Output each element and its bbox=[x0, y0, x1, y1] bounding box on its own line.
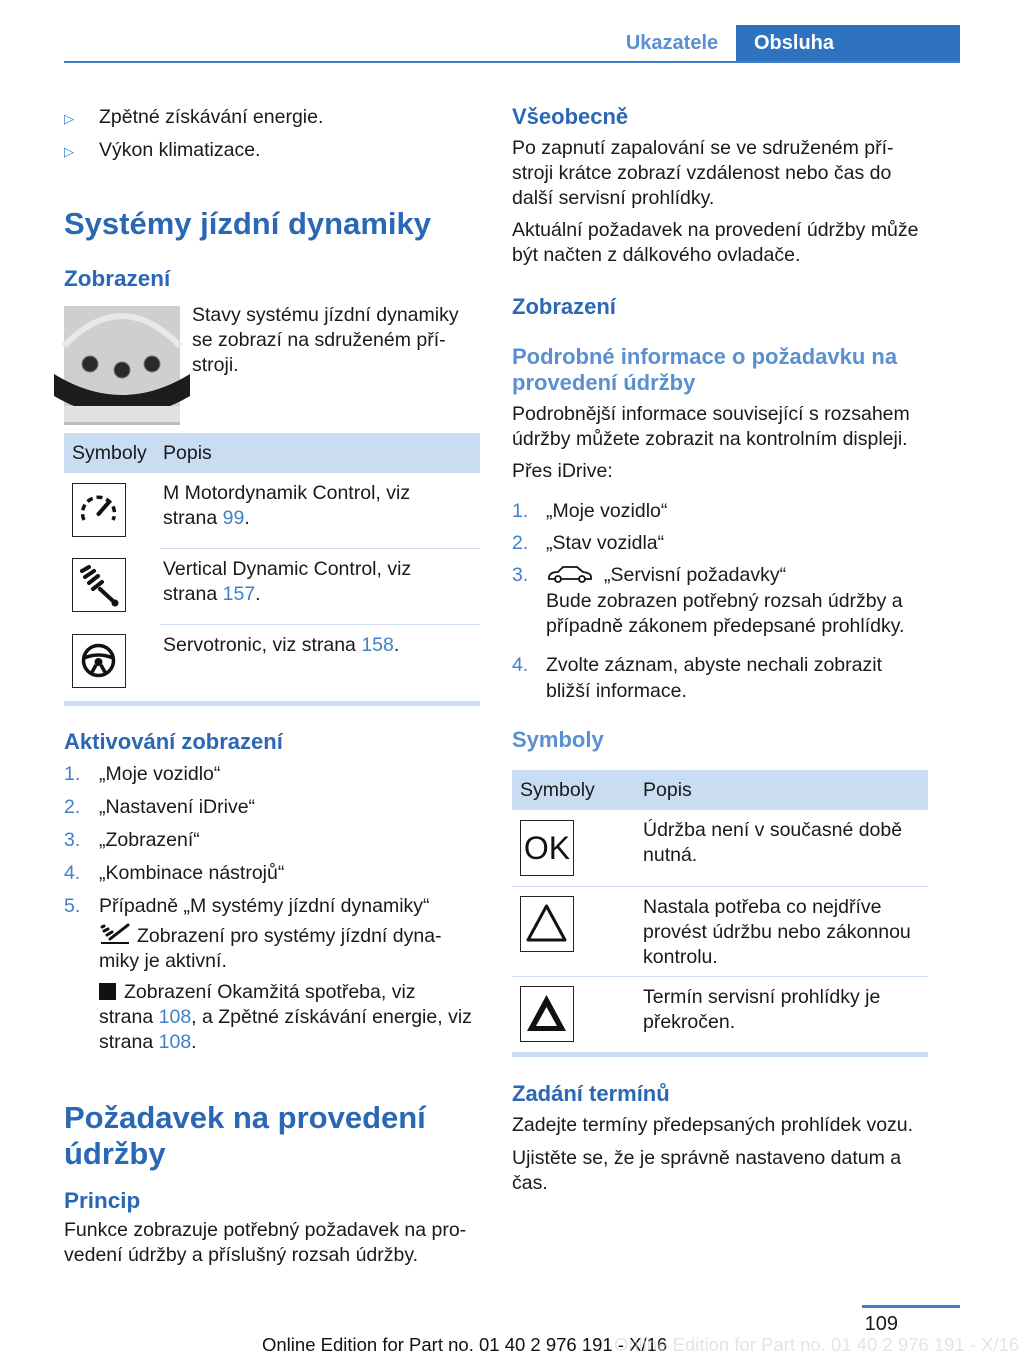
check-note: Zobrazení pro systémy jízdní dyna‐ miky je aktivní. bbox=[99, 925, 442, 972]
via-idrive-text: Přes iDrive: bbox=[512, 460, 613, 482]
detail-steps: 1. „Moje vozidlo“ 2. „Stav vozidla“ 3. „Servisní požadavky“ Bude zobrazen potřebný rozsah údržby a případně zákonem předepsané prohlídky. 4. Zvolte záznam, abyste nechali zobrazit bližší informace. bbox=[512, 499, 932, 704]
table-row: Termín servisní prohlídky je překročen. bbox=[512, 977, 928, 1052]
page-link[interactable]: 108 bbox=[158, 1006, 192, 1028]
warning-triangle-icon bbox=[520, 896, 574, 952]
page-link[interactable]: 108 bbox=[158, 1031, 192, 1053]
table-header: Symboly Popis bbox=[512, 770, 928, 810]
triangle-bullet-icon: ▷ bbox=[64, 111, 74, 126]
instrument-cluster-image bbox=[64, 306, 180, 425]
overdue-triangle-icon bbox=[520, 986, 574, 1042]
list-item: 1. „Moje vozidlo“ bbox=[64, 763, 221, 785]
section-title-systems: Systémy jízdní dynamiky bbox=[64, 206, 431, 241]
list-item: 4. Zvolte záznam, abyste nechali zobrazit bbox=[512, 654, 882, 676]
car-icon bbox=[546, 564, 594, 584]
table-row: Nastala potřeba co nejdříve provést údržbu nebo zákonnou kontrolu. bbox=[512, 887, 928, 976]
table-row: Vertical Dynamic Control, viz strana 157. bbox=[64, 549, 480, 624]
subsection-title-princip: Princip bbox=[64, 1188, 141, 1213]
list-item: 1. „Moje vozidlo“ bbox=[512, 500, 668, 522]
table-row: OK Údržba není v současné době nutná. bbox=[512, 810, 928, 886]
header-tab-ukazatele[interactable]: Ukazatele bbox=[625, 32, 719, 54]
page-link[interactable]: 157 bbox=[222, 583, 256, 605]
list-item: 5. Případně „M systémy jízdní dynamiky“ bbox=[64, 895, 430, 917]
subsection-title-dates: Zadání termínů bbox=[512, 1081, 670, 1106]
list-item: 2. „Stav vozidla“ bbox=[512, 532, 665, 554]
zobrazeni-text: Stavy systému jízdní dynamiky se zobrazí na sdruženém pří‐ stroji. bbox=[192, 304, 459, 376]
general-text-2: Aktuální požadavek na provedení údržby může být načten z dálkového ovladače. bbox=[512, 219, 919, 266]
header-rule bbox=[64, 61, 960, 63]
list-item: 3. „Servisní požadavky“ bbox=[512, 564, 787, 586]
subsection-title-symbols: Symboly bbox=[512, 727, 604, 752]
shock-absorber-icon bbox=[72, 558, 126, 612]
gauge-icon bbox=[72, 483, 126, 537]
subsection-title-display: Zobrazení bbox=[512, 294, 616, 319]
subsection-title-general: Všeobecně bbox=[512, 104, 629, 129]
steering-wheel-icon bbox=[72, 634, 126, 688]
detail-text: Podrobnější informace související s rozsahem údržby můžete zobrazit na kontrolním displeji. bbox=[512, 403, 910, 450]
general-text-1: Po zapnutí zapalování se ve sdruženém pří‐ stroji krátce zobrazí vzdálenost nebo čas do další servisní prohlídky. bbox=[512, 137, 894, 209]
table-end-bar bbox=[512, 1052, 928, 1057]
list-item: 4. „Kombinace nástrojů“ bbox=[64, 862, 285, 884]
ok-icon: OK bbox=[520, 820, 574, 876]
check-display-icon bbox=[99, 923, 131, 945]
page-number: 109 bbox=[864, 1313, 898, 1335]
header-tab-obsluha[interactable]: Obsluha bbox=[736, 25, 960, 61]
table-end-bar bbox=[64, 701, 480, 706]
activation-steps bbox=[64, 762, 484, 927]
section-title-maintenance: Požadavek na provedení údržby bbox=[64, 1100, 426, 1171]
table-row: M Motordynamik Control, viz strana 99. bbox=[64, 473, 480, 548]
dates-text-1: Zadejte termíny předepsaných prohlídek vozu. bbox=[512, 1114, 914, 1136]
list-item: 3. „Zobrazení“ bbox=[64, 829, 200, 851]
step3-subtext: Bude zobrazen potřebný rozsah údržby a případně zákonem předepsané prohlídky. bbox=[546, 590, 905, 637]
subsection-title-detail: Podrobné informace o požadavku na provedení údržby bbox=[512, 344, 898, 395]
empty-display-icon bbox=[99, 983, 116, 1000]
table-row: Servotronic, viz strana 158. bbox=[64, 625, 480, 701]
page-link[interactable]: 99 bbox=[222, 507, 245, 529]
triangle-bullet-icon: ▷ bbox=[64, 144, 74, 159]
subsection-title-activation: Aktivování zobrazení bbox=[64, 729, 283, 754]
empty-note: Zobrazení Okamžitá spotřeba, viz strana 108, a Zpětné získávání energie, viz strana 108. bbox=[99, 981, 472, 1053]
princip-text: Funkce zobrazuje potřebný požadavek na pro‐ vedení údržby a příslušný rozsah údržby. bbox=[64, 1219, 467, 1266]
page-link[interactable]: 158 bbox=[361, 634, 394, 656]
list-item: 2. „Nastavení iDrive“ bbox=[64, 796, 256, 818]
footer-edition: Online Edition for Part no. 01 40 2 976 191 - X/16 bbox=[262, 1334, 668, 1355]
dates-text-2: Ujistěte se, že je správně nastaveno datum a čas. bbox=[512, 1147, 902, 1194]
subsection-title-zobrazeni: Zobrazení bbox=[64, 266, 171, 291]
table-header: Symboly Popis bbox=[64, 433, 480, 473]
footer-rule bbox=[862, 1305, 960, 1308]
watermark: Online Edition for Part no. 01 40 2 976 191 - X/16 bbox=[614, 1334, 1019, 1355]
